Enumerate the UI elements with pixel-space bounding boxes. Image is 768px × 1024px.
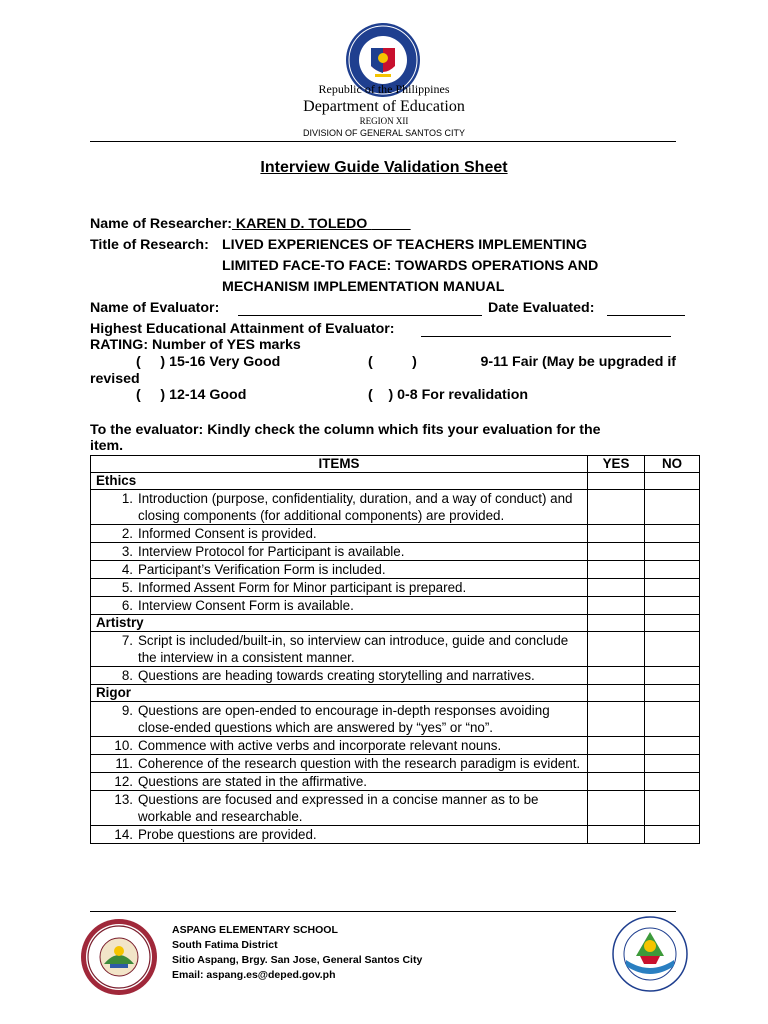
category-ethics: Ethics — [91, 473, 588, 490]
item-number: 2. — [121, 526, 133, 541]
school-email[interactable]: Email: aspang.es@deped.gov.ph — [172, 969, 336, 981]
item-text: Coherence of the research question with the research paradigm is evident. — [138, 756, 581, 771]
yes-cell[interactable] — [588, 737, 645, 755]
item-number: 11. — [115, 756, 133, 771]
school-logo — [80, 918, 158, 996]
table-row — [91, 632, 700, 667]
no-cell[interactable] — [645, 490, 700, 525]
table-row — [91, 667, 700, 685]
category-row-artistry — [91, 615, 700, 632]
no-cell[interactable] — [645, 702, 700, 737]
table-row — [91, 755, 700, 773]
no-cell[interactable] — [645, 632, 700, 667]
item-text: Script is included/built-in, so interview can introduce, guide and conclude the interview in a consistent manner. — [138, 633, 569, 665]
rating-revalidation-checkbox[interactable]: ( ) — [368, 387, 394, 403]
yes-cell[interactable] — [588, 561, 645, 579]
yes-cell[interactable] — [588, 667, 645, 685]
date-blank[interactable] — [607, 315, 685, 316]
rating-very-good-text: 15-16 Very Good — [169, 354, 281, 370]
research-title-label: Title of Research: — [90, 237, 209, 253]
researcher-underline — [371, 216, 410, 232]
category-artistry: Artistry — [91, 615, 588, 632]
researcher-row — [90, 216, 411, 232]
yes-cell[interactable] — [588, 755, 645, 773]
evaluator-label: Name of Evaluator: — [90, 300, 220, 316]
item-number: 6. — [121, 598, 133, 613]
attainment-label: Highest Educational Attainment of Evaluator: — [90, 321, 395, 337]
rating-revalidation-row — [368, 387, 528, 403]
header-no: NO — [645, 456, 700, 473]
item-text: Commence with active verbs and incorporate relevant nouns. — [138, 738, 502, 753]
item-number: 4. — [121, 562, 133, 577]
division-logo — [612, 916, 688, 992]
school-name: ASPANG ELEMENTARY SCHOOL — [172, 924, 338, 936]
no-cell[interactable] — [645, 773, 700, 791]
table-row — [91, 826, 700, 844]
yes-cell[interactable] — [588, 525, 645, 543]
no-cell[interactable] — [645, 737, 700, 755]
research-title-line-1: LIVED EXPERIENCES OF TEACHERS IMPLEMENTING — [222, 237, 587, 253]
yes-cell[interactable] — [588, 543, 645, 561]
category-row-rigor — [91, 685, 700, 702]
item-number: 14. — [114, 827, 133, 842]
rating-good-row — [136, 387, 246, 403]
table-row — [91, 791, 700, 826]
instruction-line-2: item. — [90, 438, 124, 454]
item-number: 7. — [121, 633, 133, 648]
no-cell[interactable] — [645, 755, 700, 773]
item-text: Participant’s Verification Form is included. — [138, 562, 386, 577]
table-row — [91, 490, 700, 525]
rating-good-checkbox[interactable]: ( ) — [136, 387, 166, 403]
header-divider — [90, 141, 676, 142]
item-text: Questions are focused and expressed in a concise manner as to be workable and researchable. — [138, 792, 539, 824]
table-row — [91, 561, 700, 579]
no-cell[interactable] — [645, 791, 700, 826]
item-text: Questions are heading towards creating storytelling and narratives. — [138, 668, 535, 683]
table-row — [91, 773, 700, 791]
table-row — [91, 737, 700, 755]
yes-cell[interactable] — [588, 615, 645, 632]
item-number: 3. — [121, 544, 133, 559]
evaluator-name-blank[interactable] — [238, 315, 482, 316]
attainment-blank[interactable] — [421, 336, 671, 337]
header-items: ITEMS — [91, 456, 588, 473]
category-row-ethics — [91, 473, 700, 490]
table-row — [91, 543, 700, 561]
division-text: DIVISION OF GENERAL SANTOS CITY — [302, 128, 466, 138]
yes-cell[interactable] — [588, 579, 645, 597]
school-district: South Fatima District — [172, 939, 278, 951]
yes-cell[interactable] — [588, 685, 645, 702]
no-cell[interactable] — [645, 543, 700, 561]
research-title-line-2: LIMITED FACE-TO FACE: TOWARDS OPERATIONS AND — [222, 258, 599, 274]
table-header-row — [91, 456, 700, 473]
yes-cell[interactable] — [588, 473, 645, 490]
no-cell[interactable] — [645, 597, 700, 615]
item-text: Questions are open-ended to encourage in-depth responses avoiding close-ended questions which are answered by “yes” or “no”. — [138, 703, 550, 735]
item-text: Probe questions are provided. — [138, 827, 317, 842]
evaluation-table — [90, 455, 700, 844]
region-text: REGION XII — [359, 116, 409, 126]
item-number: 9. — [121, 703, 133, 718]
item-number: 10. — [114, 738, 133, 753]
instruction-line-1: To the evaluator: Kindly check the column which fits your evaluation for the — [90, 422, 601, 438]
no-cell[interactable] — [645, 561, 700, 579]
researcher-label: Name of Researcher: — [90, 216, 232, 232]
no-cell[interactable] — [645, 579, 700, 597]
no-cell[interactable] — [645, 667, 700, 685]
no-cell[interactable] — [645, 525, 700, 543]
rating-fair-text: 9-11 Fair (May be upgraded if — [480, 354, 676, 370]
item-number: 1. — [121, 491, 133, 506]
yes-cell[interactable] — [588, 702, 645, 737]
republic-text: Republic of the Philippines — [318, 82, 450, 96]
item-text: Questions are stated in the affirmative. — [138, 774, 368, 789]
header-yes: YES — [588, 456, 645, 473]
rating-label: RATING: Number of YES marks — [90, 337, 301, 353]
item-number: 8. — [121, 668, 133, 683]
yes-cell[interactable] — [588, 791, 645, 826]
item-number: 12. — [114, 774, 133, 789]
research-title-line-3: MECHANISM IMPLEMENTATION MANUAL — [222, 279, 505, 295]
no-cell[interactable] — [645, 615, 700, 632]
rating-fair-continued: revised — [90, 371, 140, 387]
no-cell[interactable] — [645, 473, 700, 490]
item-text: Informed Consent is provided. — [138, 526, 317, 541]
no-cell[interactable] — [645, 826, 700, 844]
item-text: Informed Assent Form for Minor participant is prepared. — [138, 580, 467, 595]
table-row — [91, 579, 700, 597]
department-title: Department of Education — [303, 98, 465, 115]
rating-fair-row — [368, 354, 676, 370]
item-text: Interview Protocol for Participant is available. — [138, 544, 405, 559]
yes-cell[interactable] — [588, 597, 645, 615]
document-title: Interview Guide Validation Sheet — [260, 159, 508, 176]
school-address: Sitio Aspang, Brgy. San Jose, General Santos City — [172, 954, 423, 966]
table-row — [91, 597, 700, 615]
table-row — [91, 702, 700, 737]
item-text: Introduction (purpose, confidentiality, duration, and a way of conduct) and closing components (for additional components) are provided. — [138, 491, 573, 523]
rating-very-good-checkbox[interactable]: ( ) — [136, 354, 166, 370]
rating-revalidation-text: 0-8 For revalidation — [397, 387, 529, 403]
item-text: Interview Consent Form is available. — [138, 598, 354, 613]
researcher-name: KAREN D. TOLEDO — [231, 216, 372, 232]
yes-cell[interactable] — [588, 632, 645, 667]
yes-cell[interactable] — [588, 490, 645, 525]
yes-cell[interactable] — [588, 773, 645, 791]
item-number: 5. — [121, 580, 133, 595]
no-cell[interactable] — [645, 685, 700, 702]
yes-cell[interactable] — [588, 826, 645, 844]
date-label: Date Evaluated: — [488, 300, 595, 316]
footer-divider — [90, 911, 676, 912]
rating-very-good-row — [136, 354, 280, 370]
item-number: 13. — [114, 792, 133, 807]
category-rigor: Rigor — [91, 685, 588, 702]
rating-good-text: 12-14 Good — [169, 387, 247, 403]
table-row — [91, 525, 700, 543]
rating-fair-checkbox[interactable]: ( ) — [368, 354, 417, 370]
